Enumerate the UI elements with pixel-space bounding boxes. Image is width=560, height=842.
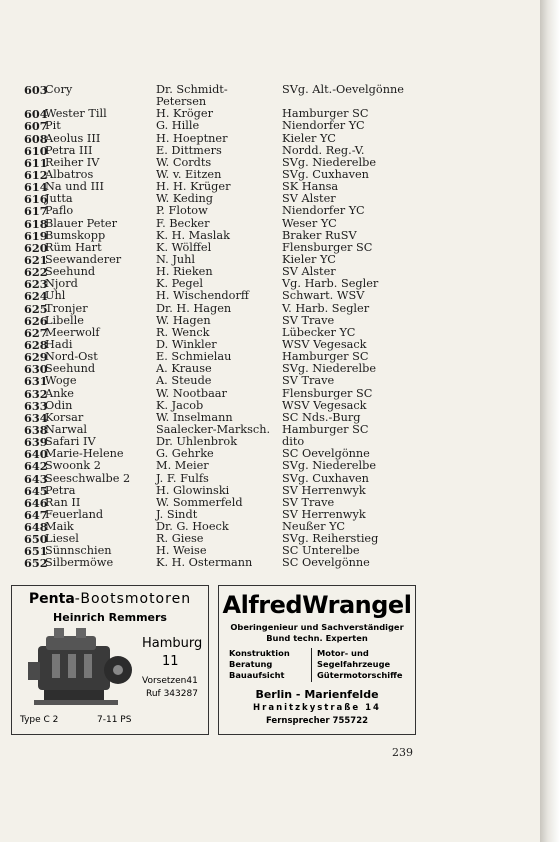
- entry-number: 646: [24, 495, 48, 510]
- list-item: [24, 424, 504, 436]
- boat-name: Seehund: [45, 362, 96, 376]
- entry-number: 617: [24, 204, 48, 219]
- owner-name: W. Inselmann: [156, 410, 233, 424]
- entry-number: 652: [24, 556, 48, 571]
- boat-name: Libelle: [45, 313, 84, 327]
- boat-name: Odin: [45, 398, 73, 412]
- boat-name: Hadi: [45, 337, 73, 351]
- owner-name: A. Steude: [156, 374, 212, 388]
- owner-name: K. Pegel: [156, 277, 203, 291]
- boat-name: Liesel: [45, 532, 79, 546]
- boat-name: Ran II: [45, 495, 81, 509]
- service-item: Bauaufsicht: [229, 670, 285, 680]
- club-name: SK Hansa: [282, 180, 339, 194]
- owner-name: H. Wischendorff: [156, 289, 249, 303]
- boat-name: Feuerland: [45, 507, 104, 521]
- list-item: [24, 278, 504, 290]
- page-number: 239: [392, 746, 413, 759]
- penta-city: Hamburg: [142, 636, 203, 651]
- service-item: Segelfahrzeuge: [317, 659, 391, 669]
- owner-name: W. Hagen: [156, 313, 211, 327]
- boat-name: Albatros: [45, 167, 94, 181]
- boat-name: Njord: [45, 277, 78, 291]
- list-item: [24, 254, 504, 266]
- owner-name: W. Keding: [156, 192, 213, 206]
- club-name: Niendorfer YC: [282, 204, 365, 218]
- boat-name: Seewanderer: [45, 252, 122, 266]
- owner-name: Dr. Schmidt-: [156, 83, 228, 96]
- entry-number: 634: [24, 410, 48, 425]
- boat-name: Aeolus III: [45, 131, 101, 145]
- boat-list: [24, 84, 504, 570]
- entry-number: 632: [24, 386, 48, 401]
- list-item: [24, 108, 504, 120]
- club-name: SVg. Cuxhaven: [282, 167, 369, 181]
- club-name: SV Trave: [282, 374, 335, 388]
- boat-name: Anke: [45, 386, 74, 400]
- entry-number: 619: [24, 228, 48, 243]
- boat-name: Bumskopp: [45, 228, 106, 242]
- service-item: Motor- und: [317, 648, 369, 658]
- entry-number: 614: [24, 180, 48, 195]
- boat-name: Uhl: [45, 289, 66, 303]
- wrangel-divider: [311, 648, 312, 682]
- boat-name: Blauer Peter: [45, 216, 118, 230]
- boat-name: Seehund: [45, 265, 96, 279]
- wrangel-subtitle: Oberingenieur und Sachverständiger: [230, 622, 404, 632]
- club-name: SV Trave: [282, 313, 335, 327]
- boat-name: Cory: [45, 83, 73, 96]
- list-item: [24, 157, 504, 169]
- owner-name: Dr. G. Hoeck: [156, 520, 229, 534]
- list-item: [24, 290, 504, 302]
- club-name: SV Herrenwyk: [282, 483, 366, 497]
- club-name: WSV Vegesack: [282, 337, 367, 351]
- list-item: [24, 84, 504, 96]
- penta-phone: Ruf 343287: [146, 689, 198, 699]
- boat-name: Petra: [45, 483, 76, 497]
- club-name: SC Oevelgönne: [282, 447, 370, 461]
- list-item: [24, 218, 504, 230]
- boat-name: Meerwolf: [45, 325, 100, 339]
- service-item: Konstruktion: [229, 648, 290, 658]
- list-item: [24, 120, 504, 132]
- entry-number: 616: [24, 192, 48, 207]
- boat-name: Swoonk 2: [45, 459, 101, 473]
- boat-name: Rüm Hart: [45, 240, 102, 254]
- penta-address: Vorsetzen41: [142, 676, 198, 686]
- list-item: [24, 521, 504, 533]
- boat-name: Nord-Ost: [45, 350, 98, 364]
- list-item: [24, 266, 504, 278]
- list-item: [24, 230, 504, 242]
- owner-name: P. Flotow: [156, 204, 208, 218]
- list-item: [24, 181, 504, 193]
- club-name: SVg. Niederelbe: [282, 155, 377, 169]
- entry-number: 604: [24, 107, 48, 122]
- boat-name: Woge: [45, 374, 77, 388]
- wrangel-services-left: [229, 648, 290, 681]
- boat-name: Marie-Helene: [45, 447, 124, 461]
- club-name: SC Unterelbe: [282, 544, 360, 558]
- owner-name: Petersen: [156, 95, 207, 109]
- boat-name: Silbermöwe: [45, 556, 114, 570]
- owner-name: H. Hoeptner: [156, 131, 228, 145]
- club-name: Niendorfer YC: [282, 119, 365, 133]
- wrangel-title: AlfredWrangel: [222, 591, 412, 619]
- boat-name: Tronjer: [45, 301, 88, 315]
- entry-number: 651: [24, 544, 48, 559]
- owner-name: K. H. Ostermann: [156, 556, 253, 570]
- club-name: Nordd. Reg.-V.: [282, 143, 365, 157]
- club-name: Hamburger SC: [282, 422, 369, 436]
- club-name: Hamburger SC: [282, 350, 369, 364]
- service-item: Beratung: [229, 659, 273, 669]
- club-name: SV Herrenwyk: [282, 507, 366, 521]
- boat-name: Pit: [45, 119, 61, 133]
- penta-brand: Penta-Bootsmotoren: [28, 591, 192, 607]
- boat-name: Safari IV: [45, 435, 96, 449]
- club-name: SVg. Reiherstieg: [282, 532, 379, 546]
- penta-power: 7-11 PS: [97, 715, 132, 725]
- owner-name: J. Sindt: [156, 507, 198, 521]
- owner-name: W. v. Eitzen: [156, 167, 222, 181]
- entry-number: 639: [24, 435, 48, 450]
- wrangel-phone: Fernsprecher 755722: [265, 716, 369, 726]
- entry-number: 650: [24, 532, 48, 547]
- penta-dealer-name: Heinrich Remmers: [53, 611, 167, 624]
- boat-name: Maik: [45, 520, 74, 534]
- entry-number: 626: [24, 313, 48, 328]
- club-name: Weser YC: [282, 216, 337, 230]
- wrangel-subtitle-2: Bund techn. Experten: [266, 633, 368, 643]
- entry-number: 608: [24, 131, 48, 146]
- club-name: dito: [282, 435, 305, 449]
- entry-number: 621: [24, 252, 48, 267]
- owner-name: E. Schmielau: [156, 350, 232, 364]
- club-name: WSV Vegesack: [282, 398, 367, 412]
- owner-name: E. Dittmers: [156, 143, 222, 157]
- list-item: [24, 557, 504, 569]
- list-item: [24, 485, 504, 497]
- list-item: [24, 375, 504, 387]
- entry-number: 623: [24, 277, 48, 292]
- owner-name: D. Winkler: [156, 337, 217, 351]
- owner-name: J. F. Fulfs: [156, 471, 209, 485]
- owner-name: Dr. H. Hagen: [156, 301, 232, 315]
- entry-number: 618: [24, 216, 48, 231]
- boat-name: Korsar: [45, 410, 84, 424]
- owner-name: H. Rieken: [156, 265, 213, 279]
- owner-name: M. Meier: [156, 459, 209, 473]
- wrangel-city: Berlin - Marienfelde: [255, 688, 379, 701]
- club-name: Neußer YC: [282, 520, 345, 534]
- boat-name: Paflo: [45, 204, 74, 218]
- owner-name: H. H. Krüger: [156, 180, 231, 194]
- owner-name: K. H. Maslak: [156, 228, 230, 242]
- owner-name: H. Weise: [156, 544, 207, 558]
- club-name: Braker RuSV: [282, 228, 357, 242]
- club-name: SVg. Niederelbe: [282, 362, 377, 376]
- club-name: SVg. Cuxhaven: [282, 471, 369, 485]
- owner-name: G. Hille: [156, 119, 200, 133]
- club-name: Kieler YC: [282, 131, 336, 145]
- owner-name: A. Krause: [156, 362, 212, 376]
- list-item: [24, 327, 504, 339]
- boat-name: Jutta: [45, 192, 73, 206]
- club-name: SVg. Alt.-Oevelgönne: [282, 83, 404, 96]
- owner-name: Saalecker-Marksch.: [156, 422, 271, 436]
- list-item: [24, 460, 504, 472]
- entry-number: 612: [24, 167, 48, 182]
- entry-number: 640: [24, 447, 48, 462]
- entry-number: 630: [24, 362, 48, 377]
- entry-number: 625: [24, 301, 48, 316]
- penta-advertisement: [11, 585, 209, 735]
- page-edge: [540, 0, 560, 842]
- boat-name: Wester Till: [45, 107, 107, 121]
- entry-number: 620: [24, 240, 48, 255]
- boat-name: Narwal: [45, 422, 88, 436]
- list-item: [24, 351, 504, 363]
- entry-number: 622: [24, 265, 48, 280]
- entry-number: 647: [24, 507, 48, 522]
- owner-name: R. Giese: [156, 532, 204, 546]
- club-name: SV Alster: [282, 265, 336, 279]
- list-item: [24, 363, 504, 375]
- wrangel-street: Hranitzkystraße 14: [253, 703, 381, 713]
- club-name: SVg. Niederelbe: [282, 459, 377, 473]
- owner-name: K. Wölffel: [156, 240, 212, 254]
- penta-type: Type C 2: [20, 715, 59, 725]
- entry-number: 642: [24, 459, 48, 474]
- owner-name: G. Gehrke: [156, 447, 214, 461]
- entry-number: 624: [24, 289, 48, 304]
- owner-name: W. Nootbaar: [156, 386, 227, 400]
- boat-name: Sünnschien: [45, 544, 112, 558]
- entry-number: 648: [24, 520, 48, 535]
- list-item: [24, 509, 504, 521]
- owner-name: N. Juhl: [156, 252, 196, 266]
- club-name: Kieler YC: [282, 252, 336, 266]
- entry-number: 628: [24, 337, 48, 352]
- owner-name: W. Cordts: [156, 155, 212, 169]
- club-name: SV Trave: [282, 495, 335, 509]
- owner-name: H. Kröger: [156, 107, 213, 121]
- club-name: SC Nds.-Burg: [282, 410, 361, 424]
- list-item: [24, 133, 504, 145]
- owner-name: Dr. Uhlenbrok: [156, 435, 238, 449]
- entry-number: 631: [24, 374, 48, 389]
- entry-number: 638: [24, 422, 48, 437]
- list-item: [24, 388, 504, 400]
- entry-number: 603: [24, 83, 48, 97]
- entry-number: 645: [24, 483, 48, 498]
- entry-number: 643: [24, 471, 48, 486]
- boat-name: Reiher IV: [45, 155, 100, 169]
- entry-number: 633: [24, 398, 48, 413]
- wrangel-advertisement: [218, 585, 416, 735]
- entry-number: 627: [24, 325, 48, 340]
- list-item: [24, 315, 504, 327]
- list-item: [24, 303, 504, 315]
- club-name: Hamburger SC: [282, 107, 369, 121]
- owner-name: F. Becker: [156, 216, 210, 230]
- entry-number: 610: [24, 143, 48, 158]
- entry-number: 629: [24, 350, 48, 365]
- club-name: Lübecker YC: [282, 325, 356, 339]
- list-item: [24, 400, 504, 412]
- club-name: Flensburger SC: [282, 386, 373, 400]
- club-name: Flensburger SC: [282, 240, 373, 254]
- boat-name: Petra III: [45, 143, 93, 157]
- list-item: [24, 205, 504, 217]
- owner-name: K. Jacob: [156, 398, 204, 412]
- service-item: Gütermotorschiffe: [317, 670, 403, 680]
- club-name: Vg. Harb. Segler: [282, 277, 379, 291]
- owner-name: H. Glowinski: [156, 483, 230, 497]
- boat-name: Seeschwalbe 2: [45, 471, 131, 485]
- club-name: Schwart. WSV: [282, 289, 365, 303]
- owner-name: R. Wenck: [156, 325, 210, 339]
- owner-name: W. Sommerfeld: [156, 495, 243, 509]
- list-item: [24, 473, 504, 485]
- boat-name: Na und III: [45, 180, 104, 194]
- club-name: SC Oevelgönne: [282, 556, 370, 570]
- list-item: [24, 193, 504, 205]
- penta-district: 11: [162, 654, 179, 669]
- engine-illustration: [24, 626, 134, 712]
- wrangel-services-right: [317, 648, 402, 681]
- entry-number: 607: [24, 119, 48, 134]
- club-name: SV Alster: [282, 192, 336, 206]
- entry-number: 611: [24, 155, 48, 170]
- club-name: V. Harb. Segler: [282, 301, 370, 315]
